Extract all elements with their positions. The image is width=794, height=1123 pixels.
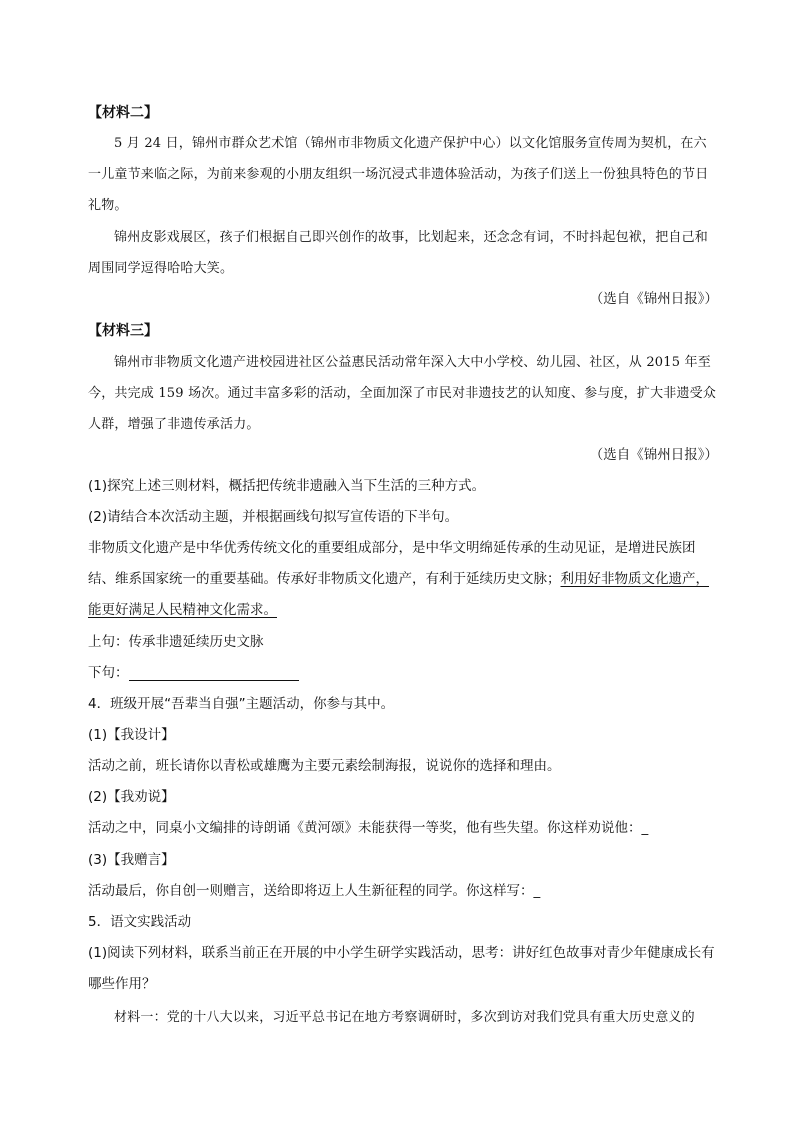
question-3-part-2: (2)请结合本次活动主题，并根据画线句拟写宣传语的下半句。 — [88, 509, 459, 525]
question-4-part-3-text: 活动最后，你自创一则赠言，送给即将迈上人生新征程的同学。你这样写：_ — [88, 883, 541, 899]
passage-underlined-sentence: 利用好非物质文化遗产，能更好满足人民精神文化需求。 — [88, 571, 709, 618]
question-5-stem: 5．语文实践活动 — [88, 914, 192, 930]
material-2-paragraph-1: 5 月 24 日，锦州市群众艺术馆（锦州市非物质文化遗产保护中心）以文化馆服务宣传周为契机，在六一儿童节来临之际，为前来参观的小朋友组织一场沉浸式非遗体验活动，为孩子们送上一份独具特色的节日礼物。 — [88, 136, 709, 213]
material-2-source: （选自《锦州日报》） — [589, 291, 718, 307]
material-3-heading: 【材料三】 — [88, 323, 158, 339]
slogan-upper-line: 上句：传承非遗延续历史文脉 — [88, 634, 264, 650]
slogan-lower-label: 下句： — [88, 665, 129, 681]
question-3-part-1: (1)探究上述三则材料，概括把传统非遗融入当下生活的三种方式。 — [88, 478, 486, 494]
slogan-lower-line — [88, 658, 718, 689]
question-4-part-2-text: 活动之中，同桌小文编排的诗朗诵《黄河颂》未能获得一等奖，他有些失望。你这样劝说他：_ — [88, 820, 649, 836]
material-2-heading: 【材料二】 — [88, 105, 158, 121]
question-4-part-1-text: 活动之前，班长请你以青松或雄鹰为主要元素绘制海报，说说你的选择和理由。 — [88, 758, 561, 774]
question-5-material-1: 材料一：党的十八大以来，习近平总书记在地方考察调研时，多次到访对我们党具有重大历史意义的 — [114, 1010, 695, 1025]
question-4-part-3-title: (3)【我赠言】 — [88, 852, 175, 868]
passage-plain-text: 非物质文化遗产是中华优秀传统文化的重要组成部分，是中华文明绵延传承的生动见证，是增进民族团结、维系国家统一的重要基础。传承好非物质文化遗产，有利于延续历史文脉； — [88, 540, 696, 587]
question-5-part-1: (1)阅读下列材料，联系当前正在开展的中小学生研学实践活动，思考：讲好红色故事对青少年健康成长有哪些作用？ — [88, 945, 715, 992]
question-4-part-1-title: (1)【我设计】 — [88, 727, 175, 743]
material-3-paragraph-1: 锦州市非物质文化遗产进校园进社区公益惠民活动常年深入大中小学校、幼儿园、社区，从 2015 年至今，共完成 159 场次。通过丰富多彩的活动，全面加深了市民对非遗技艺的认知度、参与度，扩大非遗受众人群，增强了非遗传承活力。 — [88, 355, 717, 432]
material-2-paragraph-2: 锦州皮影戏展区，孩子们根据自己即兴创作的故事，比划起来，还念念有词，不时抖起包袱，把自己和周围同学逗得哈哈大笑。 — [88, 230, 709, 276]
material-3-source: （选自《锦州日报》） — [589, 447, 718, 463]
question-3-passage — [88, 533, 718, 626]
question-4-stem: 4．班级开展“吾辈当自强”主题活动，你参与其中。 — [88, 696, 395, 712]
answer-blank[interactable] — [129, 679, 299, 681]
question-4-part-2-title: (2)【我劝说】 — [88, 789, 175, 805]
